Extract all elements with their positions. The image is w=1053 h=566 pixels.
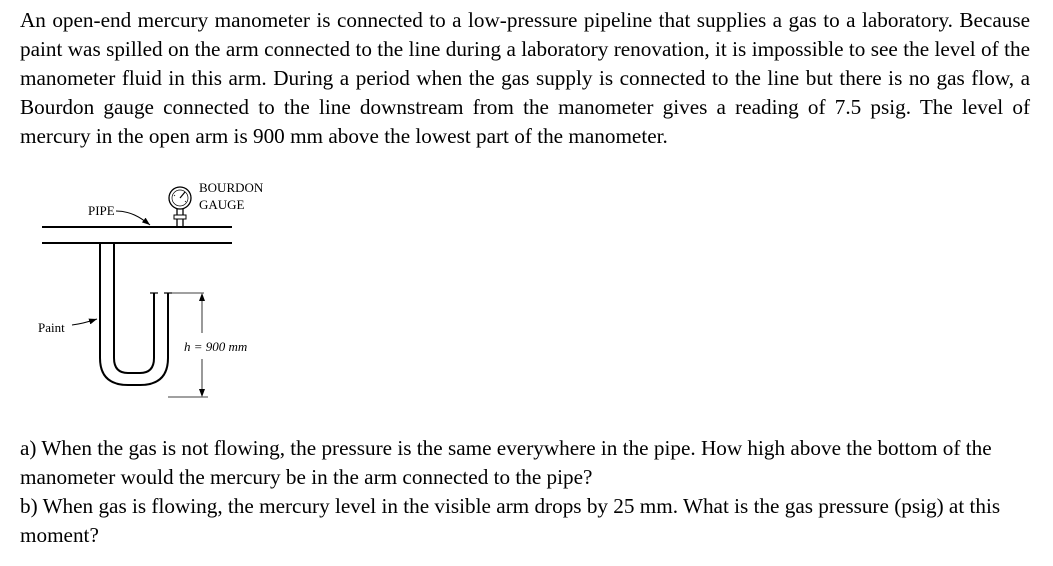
- paint-label: Paint: [38, 320, 65, 335]
- question-a: a) When the gas is not flowing, the pressure is the same everywhere in the pipe. How high above the bottom of the manometer would the mercury be in the arm connected to the pipe?: [20, 436, 992, 489]
- manometer-figure: [0, 175, 300, 410]
- gauge-label-line2: GAUGE: [199, 197, 245, 212]
- height-label: h = 900 mm: [184, 339, 248, 354]
- paint-arrow: [72, 319, 97, 325]
- manometer-diagram: [0, 175, 300, 410]
- questions: [20, 434, 1030, 550]
- u-tube-manometer: [96, 243, 172, 385]
- bourdon-gauge-icon: [169, 187, 191, 227]
- pipe-arrow: [116, 211, 150, 225]
- gauge-label-line1: BOURDON: [199, 180, 264, 195]
- problem-statement: An open-end mercury manometer is connected to a low-pressure pipeline that supplies a gas to a laboratory. Because paint was spilled on the arm connected to the line during a laboratory renovation, it is impossible to see the level of the manometer fluid in this arm. During a period when the gas supply is connected to the line but there is no gas flow, a Bourdon gauge connected to the line downstream from the manometer gives a reading of 7.5 psig. The level of mercury in the open arm is 900 mm above the lowest part of the manometer.: [20, 8, 1030, 148]
- pipe-label: PIPE: [88, 203, 115, 218]
- question-b: b) When gas is flowing, the mercury level in the visible arm drops by 25 mm. What is the gas pressure (psig) at this moment?: [20, 494, 1001, 547]
